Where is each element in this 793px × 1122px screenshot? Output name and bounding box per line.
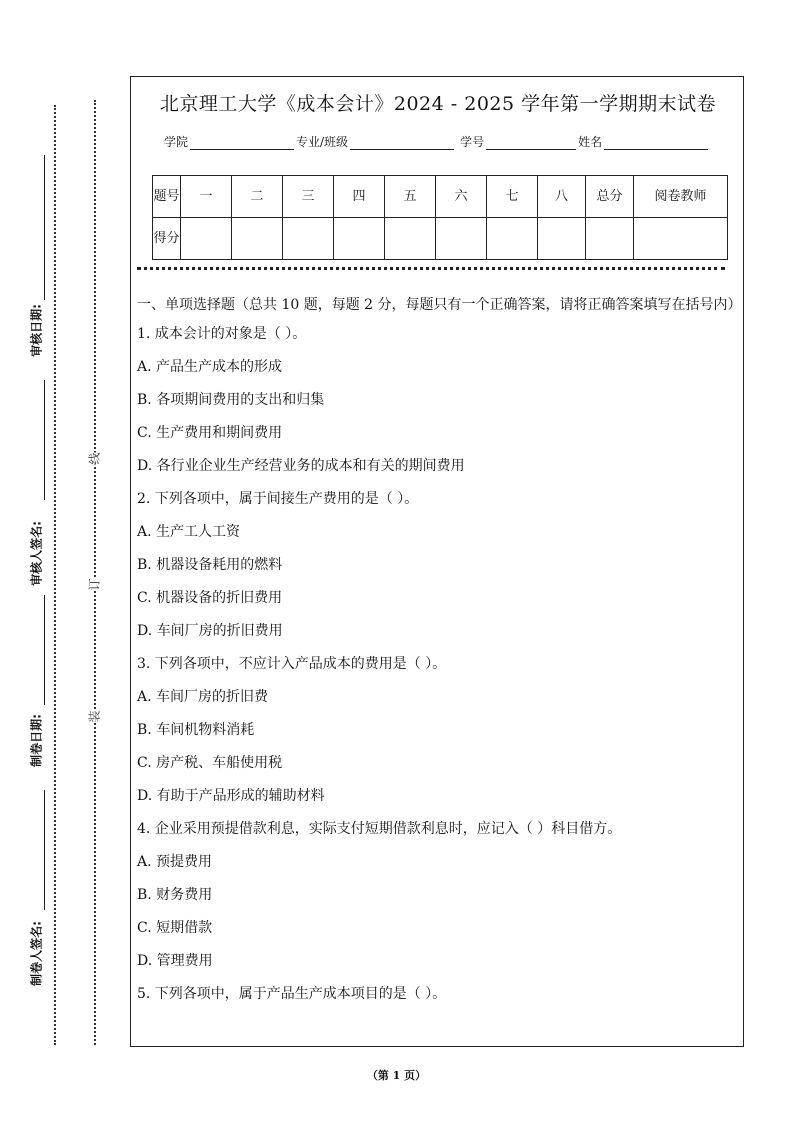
score-row-header: 得分 — [153, 218, 181, 260]
option-line: B. 机器设备耗用的燃料 — [137, 557, 283, 573]
auditor-signature-label: 审核人签名: — [29, 521, 44, 586]
name-field[interactable] — [604, 137, 708, 150]
question-number-header: 题号 — [153, 176, 181, 218]
col-total: 总分 — [586, 176, 634, 218]
option-line: D. 车间厂房的折旧费用 — [137, 623, 283, 639]
major-field[interactable] — [350, 137, 454, 150]
name-label: 姓名 — [578, 135, 603, 149]
left-dotted-line — [54, 105, 56, 1045]
score-cell[interactable] — [334, 218, 385, 260]
binding-char-pack: 装 — [87, 710, 102, 723]
separator-dotted-line — [137, 267, 725, 270]
make-date-line — [44, 595, 45, 705]
option-line: D. 各行业企业生产经营业务的成本和有关的期间费用 — [137, 458, 465, 474]
score-cell[interactable] — [181, 218, 232, 260]
col-1: 一 — [181, 176, 232, 218]
reviewer-header: 阅卷教师 — [634, 176, 728, 218]
question-line: 5. 下列各项中，属于产品生产成本项目的是（ ）。 — [137, 986, 447, 1002]
col-7: 七 — [487, 176, 538, 218]
make-date-label: 制卷日期: — [29, 714, 44, 767]
col-6: 六 — [436, 176, 487, 218]
maker-signature-label: 制卷人签名: — [29, 921, 44, 986]
score-table — [152, 175, 728, 260]
option-line: C. 机器设备的折旧费用 — [137, 590, 283, 606]
audit-date-line — [44, 155, 45, 300]
option-line: A. 产品生产成本的形成 — [137, 359, 283, 375]
page-number: （第 1 页） — [366, 1069, 427, 1082]
score-cell[interactable] — [232, 218, 283, 260]
major-label: 专业/班级 — [296, 135, 349, 149]
option-line: D. 管理费用 — [137, 953, 213, 969]
student-id-field[interactable] — [486, 137, 576, 150]
option-line: A. 生产工人工资 — [137, 524, 241, 540]
section-1 — [137, 293, 742, 1016]
option-line: C. 房产税、车船使用税 — [137, 755, 283, 771]
maker-signature-line — [44, 790, 45, 910]
col-8: 八 — [538, 176, 586, 218]
total-score-cell[interactable] — [586, 218, 634, 260]
section-heading: 一、单项选择题（总共 10 题，每题 2 分，每题只有一个正确答案，请将正确答案填写在括号内） — [137, 297, 742, 313]
binding-char-order: 订 — [87, 578, 102, 591]
option-line: D. 有助于产品形成的辅助材料 — [137, 788, 325, 804]
score-cell[interactable] — [283, 218, 334, 260]
col-2: 二 — [232, 176, 283, 218]
option-line: B. 各项期间费用的支出和归集 — [137, 392, 325, 408]
exam-title: 北京理工大学《成本会计》2024 - 2025 学年第一学期期末试卷 — [159, 93, 717, 115]
col-3: 三 — [283, 176, 334, 218]
binding-dotted-line — [94, 100, 96, 1045]
question-line: 4. 企业采用预提借款利息，实际支付短期借款利息时，应记入（ ）科目借方。 — [137, 821, 622, 837]
score-cell[interactable] — [487, 218, 538, 260]
option-line: C. 生产费用和期间费用 — [137, 425, 283, 441]
question-line: 3. 下列各项中，不应计入产品成本的费用是（ ）。 — [137, 656, 447, 672]
student-info-row — [164, 133, 710, 150]
score-cell[interactable] — [385, 218, 436, 260]
question-line: 1. 成本会计的对象是（ ）。 — [137, 326, 307, 342]
option-line: A. 预提费用 — [137, 854, 213, 870]
exam-frame — [130, 76, 744, 1047]
col-4: 四 — [334, 176, 385, 218]
binding-char-line: 线 — [87, 452, 102, 465]
option-line: C. 短期借款 — [137, 920, 213, 936]
col-5: 五 — [385, 176, 436, 218]
question-line: 2. 下列各项中，属于间接生产费用的是（ ）。 — [137, 491, 419, 507]
option-line: A. 车间厂房的折旧费 — [137, 689, 269, 705]
reviewer-cell[interactable] — [634, 218, 728, 260]
option-line: B. 车间机物料消耗 — [137, 722, 255, 738]
option-line: B. 财务费用 — [137, 887, 213, 903]
auditor-signature-line — [44, 380, 45, 500]
score-cell[interactable] — [538, 218, 586, 260]
audit-date-label: 审核日期: — [29, 304, 44, 357]
student-id-label: 学号 — [460, 135, 485, 149]
college-label: 学院 — [164, 135, 189, 149]
score-cell[interactable] — [436, 218, 487, 260]
college-field[interactable] — [190, 137, 294, 150]
